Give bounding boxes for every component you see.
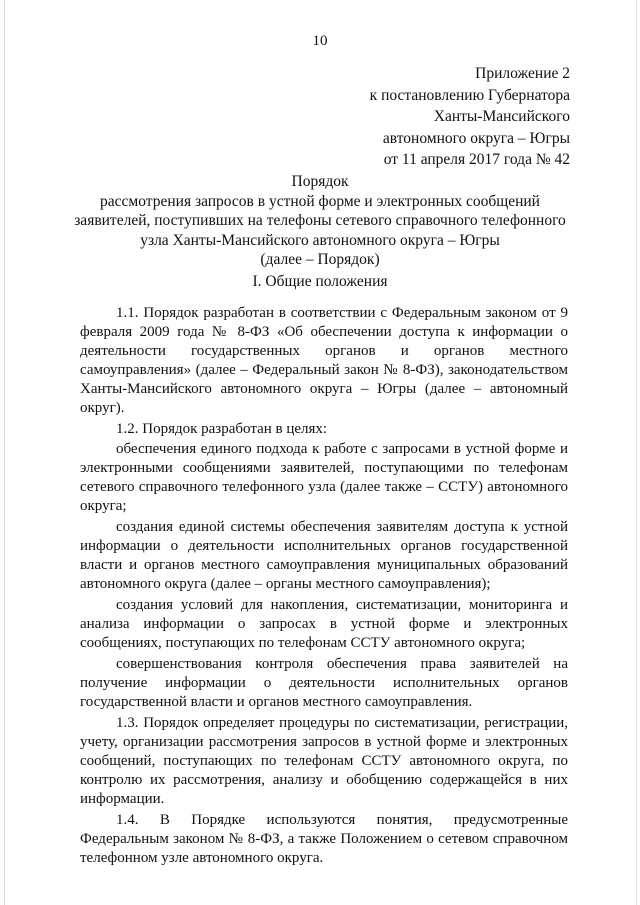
scan-edge-left: [4, 0, 5, 905]
paragraph-1-3: 1.3. Порядок определяет процедуры по систематизации, регистрации, учету, организации рассмотрения запросов в устной форме и электронных сообщений, поступающих по телефонам ССТУ автономного округа, по контролю их рассмотрения, анализу и обобщению содержащейся в них информации.: [80, 715, 568, 807]
title-line: (далее – Порядок): [260, 251, 380, 268]
goal-item: создания единой системы обеспечения заявителям доступа к устной информации о деятельности исполнительных органов государственной власти и органов местного самоуправления муниципальных образований автономного округа (далее – органы местного самоуправления);: [80, 519, 568, 592]
appendix-header: [370, 63, 570, 171]
appendix-line: от 11 апреля 2017 года № 42: [383, 151, 570, 169]
goal-item: совершенствования контроля обеспечения права заявителей на получение информации о деятельности исполнительных органов государственной власти и органов местного самоуправления.: [80, 656, 568, 710]
section-heading: I. Общие положения: [252, 273, 388, 290]
title-line: Порядок: [291, 173, 349, 190]
document-title: [60, 172, 580, 270]
title-line: заявителей, поступивших на телефоны сетевого справочного телефонного: [74, 212, 566, 229]
appendix-line: к постановлению Губернатора: [369, 86, 570, 104]
page-number: 10: [312, 33, 328, 49]
goal-item: обеспечения единого подхода к работе с запросами в устной форме и электронными сообщениями заявителей, поступающими по телефонам сетевого справочного телефонного узла (далее также – ССТУ) автономного округа;: [80, 441, 568, 514]
appendix-line: автономного округа – Югры: [382, 129, 570, 147]
appendix-line: Ханты-Мансийского: [433, 108, 570, 126]
goal-item: создания условий для накопления, систематизации, мониторинга и анализа информации о запросах в устной форме и электронных сообщениях, поступающих по телефонам ССТУ автономного округа;: [80, 597, 568, 651]
title-line: узла Ханты-Мансийского автономного округа – Югры: [140, 231, 500, 249]
appendix-line: Приложение 2: [475, 65, 570, 82]
scan-edge-right: [636, 0, 637, 905]
paragraph-1-1: 1.1. Порядок разработан в соответствии с Федеральным законом от 9 февраля 2009 года № 8-ФЗ «Об обеспечении доступа к информации о деятельности государственных органов и органов местного самоуправления» (далее – Федеральный закон № 8-ФЗ), законодательством Ханты-Мансийского автономного округа – Югры (далее – автономный округ).: [80, 305, 568, 416]
paragraph-1-4: 1.4. В Порядке используются понятия, предусмотренные Федеральным законом № 8-ФЗ, а также Положением о сетевом справочном телефонном узле автономного округа.: [80, 812, 568, 866]
title-line: рассмотрения запросов в устной форме и электронных сообщений: [100, 192, 540, 210]
body-text: [80, 304, 568, 870]
paragraph-1-2: 1.2. Порядок разработан в целях:: [116, 421, 328, 437]
